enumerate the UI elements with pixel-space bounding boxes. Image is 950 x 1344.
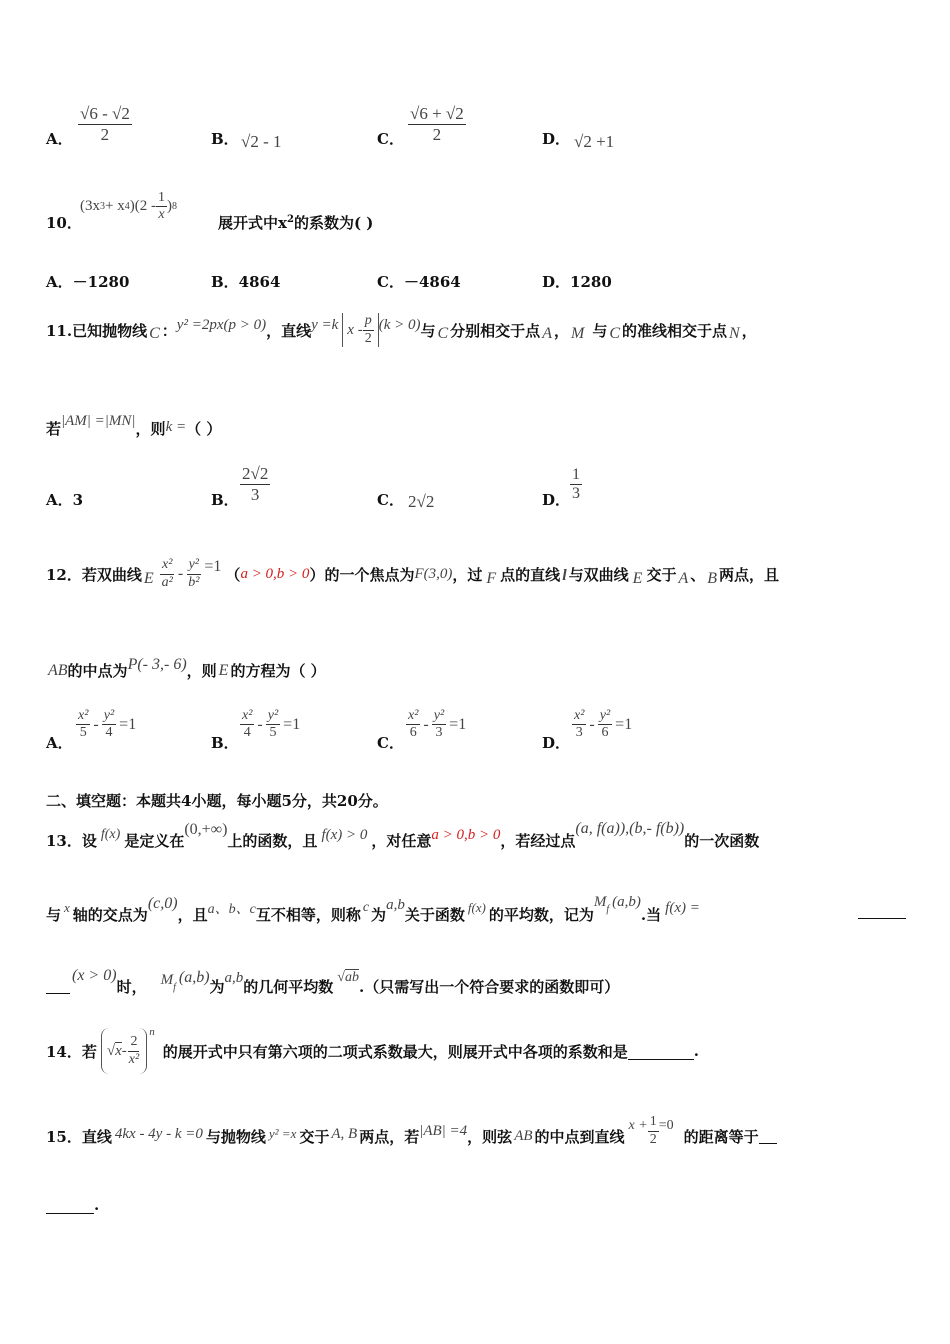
- q13-l2-t3: ，且: [177, 905, 208, 924]
- q15-answer-blank-part2[interactable]: [46, 1199, 94, 1214]
- q13-t2: 是定义在: [124, 831, 185, 850]
- q11-line-eq-a: y =k: [311, 316, 339, 333]
- q10-expression: [80, 190, 177, 223]
- q12-opt-d-ysq: y²: [598, 708, 612, 725]
- q13-l2-mab: (a,b): [612, 893, 641, 910]
- q12-frac1-den: a²: [161, 574, 173, 590]
- q10-frac-num: 1: [156, 190, 167, 207]
- q12-opt-c-den1: 6: [409, 725, 417, 741]
- q15-ab2: AB: [514, 1127, 533, 1144]
- q15-frac: [648, 1114, 659, 1147]
- q12-t3: ，过: [452, 565, 483, 584]
- q13-cond2: a > 0,b > 0: [431, 826, 501, 843]
- q15-t3: 交于: [299, 1127, 330, 1146]
- q15-line1: [46, 1106, 777, 1156]
- q12-a: A: [678, 570, 689, 587]
- q12-opt-b-ysq: y²: [266, 708, 280, 725]
- q13-points: (a, f(a)),(b,- f(b)): [575, 820, 685, 837]
- q10-fraction: [156, 190, 167, 223]
- q10-exp-4: 4: [124, 201, 130, 213]
- q12-eq1: =1: [204, 558, 222, 575]
- q9-option-c-fraction: [408, 104, 466, 144]
- q12-option-a-label: A．: [46, 734, 73, 752]
- q11-c2: C: [437, 325, 449, 342]
- q12-opt-d-den2: 6: [601, 725, 609, 741]
- q10-text-part1: 展开式中: [218, 214, 279, 232]
- q12-f2: F: [486, 570, 497, 587]
- q12-opt-c-ysq: y²: [432, 708, 446, 725]
- q15-l2-t1: .: [94, 1196, 100, 1214]
- q11-line1: [46, 308, 757, 352]
- q12-line1: [46, 548, 779, 600]
- q12-t4: 点的直线: [500, 565, 561, 584]
- q12-option-a-expr: [76, 708, 136, 741]
- q12-condition: a > 0,b > 0: [240, 565, 310, 582]
- q13-l2-fx: f(x): [467, 900, 486, 915]
- q13-l3-msub: f: [173, 981, 176, 993]
- q11-t5: 分别相交于点: [450, 321, 541, 340]
- q12-opt-c-xsq: x²: [406, 708, 420, 725]
- q13-l3-t1: 时，: [116, 977, 147, 996]
- q12-opt-a-den1: 5: [79, 725, 87, 741]
- q14-t2: 的展开式中只有第六项的二项式系数最大，则展开式中各项的系数和是: [162, 1042, 628, 1061]
- q11-option-a-label: A．: [46, 491, 73, 509]
- q9-option-d-label: D．: [542, 130, 571, 148]
- q11-option-b-num: 2√2: [242, 464, 269, 483]
- q11-line-eq-b: (k > 0): [378, 316, 421, 333]
- q14-frac-num: 2: [128, 1034, 139, 1051]
- q11-option-b-den: 3: [250, 484, 260, 504]
- q13-line3: [46, 962, 619, 998]
- q15-t2: 与抛物线: [205, 1127, 266, 1146]
- q12-l2-e: E: [218, 661, 229, 679]
- q11-option-c-value: 2√2: [408, 492, 435, 511]
- q11-option-b-label: B．: [211, 491, 239, 509]
- q12-opt-a-minus: -: [93, 715, 99, 733]
- q9-option-a-numerator: √6 - √2: [80, 104, 130, 123]
- q10-option-b: B．4864: [211, 273, 281, 291]
- q13-line1: [46, 816, 759, 854]
- q12-paren-l: （: [225, 565, 241, 584]
- q11-option-a: [46, 489, 83, 510]
- q12-l2-t2: ，则: [186, 662, 217, 680]
- q12-opt-d-eq: =1: [615, 715, 633, 733]
- q10-exp-8: 8: [171, 201, 177, 213]
- q12-l: l: [562, 567, 567, 584]
- q11-line2: [46, 404, 221, 439]
- q11-line-frac-den: 2: [364, 330, 372, 346]
- q14-t3: .: [693, 1042, 699, 1060]
- q11-option-d-num: 1: [570, 466, 582, 485]
- q12-line2: [48, 648, 326, 681]
- q9-option-b-value: √2 - 1: [241, 132, 282, 151]
- q11-l2-eq: |AM| =|MN|: [61, 413, 136, 429]
- q11-t2: ：: [161, 321, 177, 340]
- q13-domain: (0,+∞): [184, 821, 228, 838]
- q13-l3-t3: 的几何平均数: [243, 977, 334, 996]
- q12-opt-b-eq: =1: [283, 715, 301, 733]
- q15-parabola: y² =x: [268, 1126, 297, 1141]
- q12-opt-b-den2: 5: [269, 725, 277, 741]
- q12-option-b-label: B．: [211, 734, 239, 752]
- q14-sqrt-arg: x: [115, 1042, 122, 1059]
- q12-t6: 交于: [646, 565, 677, 584]
- q12-opt-c-minus: -: [423, 715, 429, 733]
- q13-l3-ab: a,b: [224, 969, 244, 986]
- q12-opt-a-eq: =1: [119, 715, 137, 733]
- q9-option-c-denominator: 2: [432, 124, 442, 144]
- q12-option-d-expr: [572, 708, 632, 741]
- q9-option-b-label: B．: [211, 130, 239, 148]
- q11-line-frac: [363, 313, 374, 346]
- q13-l3-mab: (a,b): [178, 969, 210, 986]
- q13-l2-t5: 为: [371, 905, 387, 924]
- q13-t1: 13．设: [46, 831, 97, 850]
- q13-t5: ，若经过点: [500, 831, 576, 850]
- q13-l2-c0: (c,0): [147, 895, 178, 912]
- q12-paren-r: ）: [309, 565, 325, 584]
- q12-l2-t1: 的中点为: [67, 662, 128, 680]
- q9-option-a-fraction: [78, 104, 132, 144]
- q13-l3-sqrt-arg: ab: [344, 970, 359, 985]
- q15-line2: [46, 1196, 99, 1214]
- q13-line2: [46, 890, 700, 926]
- q14-line: [46, 1026, 699, 1076]
- q11-c3: C: [609, 325, 620, 342]
- q11-t1: 11.已知抛物线: [46, 321, 148, 340]
- q9-option-a-denominator: 2: [100, 124, 110, 144]
- q11-t7: 与: [592, 321, 608, 340]
- q13-fx: f(x): [100, 827, 121, 842]
- q12-frac1-num: x²: [160, 557, 174, 574]
- q10-expr-part-c: )(2 -: [129, 198, 156, 215]
- q11-l2-t1: 若: [46, 420, 62, 438]
- q13-t4: ，对任意: [371, 831, 432, 850]
- q12-option-d-label: D．: [542, 734, 571, 752]
- q12-t8: 两点，且: [719, 565, 780, 584]
- q12-opt-d-den1: 3: [575, 725, 583, 741]
- q10-expr-part-b: + x: [105, 198, 125, 215]
- q12-l2-t3: 的方程为（ ）: [230, 662, 326, 680]
- q13-l2-abc: a、b、c: [207, 902, 256, 917]
- q12-t2: 的一个焦点为: [324, 565, 415, 584]
- q13-l2-t8: .当: [640, 905, 662, 924]
- q13-l2-c: c: [362, 900, 370, 915]
- q14-answer-blank[interactable]: [628, 1043, 694, 1060]
- q11-l2-t3: （ ）: [186, 420, 222, 438]
- q11-t9: ，: [741, 321, 757, 340]
- q12-opt-a-ysq: y²: [102, 708, 116, 725]
- q12-opt-a-xsq: x²: [76, 708, 90, 725]
- q13-l2-t1: 与: [46, 905, 62, 924]
- q11-l2-t2: ，则: [135, 420, 166, 438]
- q11-t8: 的准线相交于点: [622, 321, 728, 340]
- q14-binomial: [101, 1028, 147, 1074]
- q12-ab: AB: [48, 661, 68, 679]
- q10-frac-den: x: [158, 207, 165, 223]
- q13-l2-t6: 关于函数: [404, 905, 465, 924]
- q12-t7: 、: [690, 565, 706, 584]
- q14-minus: -: [121, 1042, 127, 1059]
- q15-abs: |AB| =4: [419, 1122, 468, 1139]
- q12-opt-a-den2: 4: [105, 725, 113, 741]
- q13-l2-t4: 互不相等，则称: [255, 905, 361, 924]
- q13-l2-msub: f: [606, 903, 610, 915]
- q11-l2-k: k =: [165, 419, 187, 435]
- q12-frac2-num: y²: [187, 557, 201, 574]
- q12-point-p: P(- 3,- 6): [127, 655, 187, 673]
- q11-line-x: x -: [347, 321, 363, 338]
- q10-text: [218, 212, 373, 233]
- q10-expr-part-a: (3x: [80, 198, 100, 215]
- q10-expr-part-d: ): [166, 198, 172, 215]
- q14-t1: 14．若: [46, 1042, 97, 1061]
- q11-option-d-fraction: [570, 466, 582, 504]
- q15-frac-num: 1: [648, 1114, 659, 1131]
- q12-option-c-label: C．: [377, 734, 404, 752]
- q15-t5: ，则弦: [467, 1127, 513, 1146]
- q15-ab: A, B: [331, 1125, 358, 1142]
- q10-x-base: x: [278, 214, 287, 232]
- q15-frac-den: 2: [649, 1131, 657, 1147]
- q12-frac1: [160, 557, 175, 590]
- q9-option-c-numerator: √6 + √2: [410, 104, 464, 123]
- q15-t7: 的距离等于: [683, 1127, 759, 1146]
- q12-opt-b-den1: 4: [243, 725, 251, 741]
- q13-answer-blank-part1[interactable]: [858, 904, 906, 919]
- q12-opt-b-minus: -: [257, 715, 263, 733]
- q11-line-eq-paren: [342, 313, 378, 346]
- q10-option-a: A．－1280: [46, 273, 130, 291]
- q11-n: N: [729, 325, 740, 342]
- q10-option-d: D．1280: [542, 273, 612, 291]
- q11-a: A: [542, 325, 552, 342]
- q9-option-a-label: A．: [46, 130, 73, 148]
- q11-option-d-den: 3: [572, 485, 580, 503]
- q12-t5: 与双曲线: [568, 565, 629, 584]
- q11-option-d-label: D．: [542, 491, 571, 509]
- q12-option-c-expr: [406, 708, 466, 741]
- q13-l3-m: M: [160, 971, 174, 988]
- q12-frac2-den: b²: [188, 574, 200, 590]
- q13-l2-m: M: [593, 893, 607, 910]
- q11-option-a-value: 3: [72, 491, 84, 509]
- q15-x: x +: [628, 1118, 648, 1133]
- q12-opt-c-eq: =1: [449, 715, 467, 733]
- q12-option-b-expr: [240, 708, 300, 741]
- q11-option-b-fraction: [240, 464, 270, 504]
- q10-x-exp: 2: [286, 214, 294, 225]
- q13-cond: f(x) > 0: [321, 826, 368, 843]
- q13-t6: 的一次函数: [684, 831, 760, 850]
- q13-l2-fx2: f(x) =: [665, 899, 700, 916]
- q15-answer-blank-part1[interactable]: [759, 1129, 777, 1144]
- q13-l2-x: x: [64, 900, 70, 915]
- q15-eq: =0: [658, 1118, 674, 1133]
- q11-t4: 与: [420, 321, 436, 340]
- q13-l2-t2: 轴的交点为: [72, 905, 148, 924]
- q12-opt-c-den2: 3: [435, 725, 443, 741]
- q10-text-part2: 的系数为( ): [293, 214, 374, 232]
- q12-minus: -: [177, 565, 184, 582]
- q12-opt-d-xsq: x²: [572, 708, 586, 725]
- q14-frac: [127, 1034, 141, 1067]
- q12-t1: 12．若双曲线: [46, 565, 142, 584]
- q13-l3-t2: 为: [209, 977, 225, 996]
- q10-number: 10．: [46, 214, 82, 232]
- q12-opt-b-xsq: x²: [240, 708, 254, 725]
- q12-frac2: [186, 557, 201, 590]
- section-heading: 二、填空题：本题共4小题，每小题5分，共20分。: [46, 792, 388, 810]
- q10-option-c: C．－4864: [377, 273, 461, 291]
- q14-exp-n: n: [149, 1026, 155, 1038]
- q15-t6: 的中点到直线: [534, 1127, 625, 1146]
- q15-t1: 15．直线: [46, 1127, 112, 1146]
- q13-l2-t7: 的平均数，记为: [488, 905, 594, 924]
- q13-l3-cond: (x > 0): [72, 967, 117, 984]
- q15-t4: 两点，若: [359, 1127, 420, 1146]
- q9-option-c-label: C．: [377, 130, 404, 148]
- q14-sqrt: √x: [106, 1042, 122, 1059]
- q12-focus: F(3,0): [414, 565, 453, 582]
- q14-frac-den: x²: [128, 1051, 140, 1067]
- q11-option-c-label: C．: [377, 491, 404, 509]
- q13-l3-t4: .（只需写出一个符合要求的函数即可）: [358, 977, 620, 996]
- q12-e: E: [143, 570, 154, 587]
- q11-m: M: [570, 325, 585, 342]
- q13-l3-sqrt: √ab: [337, 970, 359, 985]
- q13-answer-blank-part2[interactable]: [46, 979, 70, 994]
- q10-exp-3: 3: [100, 201, 105, 213]
- q11-line-frac-num: p: [363, 313, 374, 330]
- q12-e2: E: [632, 570, 643, 587]
- q15-line-eq: 4kx - 4y - k =0: [114, 1125, 203, 1142]
- q12-b: B: [707, 570, 718, 587]
- q11-t3: ，直线: [266, 321, 312, 340]
- q11-t6: ，: [553, 321, 569, 340]
- q11-parabola-eq: y² =2px(p > 0): [176, 316, 267, 333]
- q13-t3: 上的函数，且: [227, 831, 318, 850]
- q12-opt-d-minus: -: [589, 715, 595, 733]
- q11-c: C: [149, 325, 160, 342]
- q9-option-d-value: √2 +1: [574, 132, 615, 151]
- q13-l2-ab: a,b: [386, 896, 405, 913]
